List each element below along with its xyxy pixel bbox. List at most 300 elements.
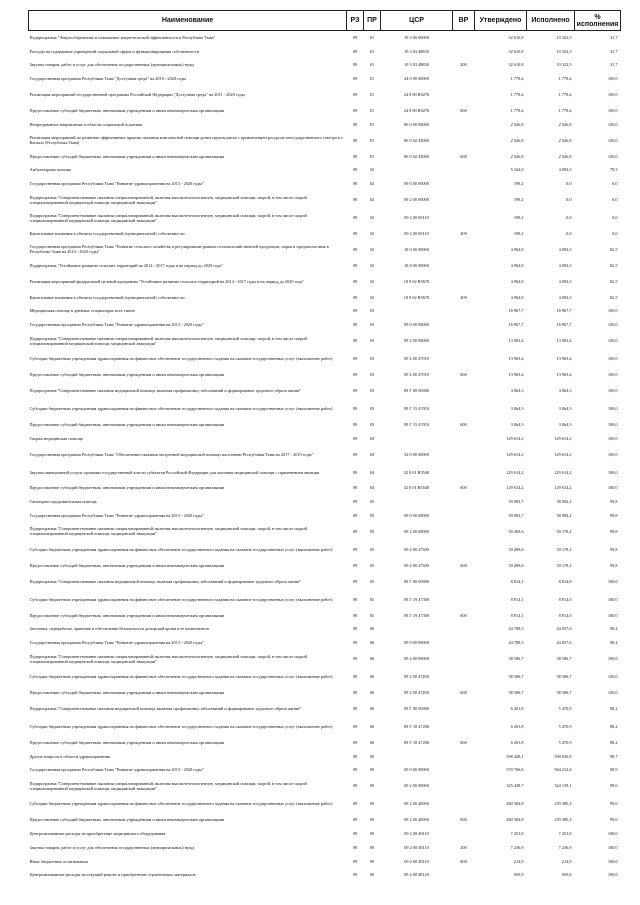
row-rz-cell: 09 (352, 562, 358, 568)
row-approved-cell: 3 064,3 (510, 387, 524, 393)
table-row (29, 686, 621, 700)
row-pr-cell: 05 (369, 596, 375, 602)
col-header-executed: Исполнено (527, 11, 575, 31)
row-name-cell: Предоставление субсидий бюджетным, автономным учреждениям и иным некоммерческим организациям (29, 421, 225, 427)
row-vr-cell (453, 463, 475, 481)
row-csr-cell: 09 Г 15 47010 (403, 405, 430, 411)
table-body (29, 31, 621, 882)
row-executed-cell: 8 814,0 (558, 612, 572, 618)
row-vr-cell (453, 590, 475, 608)
row-pr-cell: 05 (369, 546, 375, 552)
row-csr-cell: 09 2 00 48110 (404, 844, 429, 850)
row-approved-cell: 38 586,7 (508, 656, 524, 662)
col-header-approved: Утверждено (475, 11, 527, 31)
row-name-cell: Государственная программа Республики Тыва "Развитие сельского хозяйства и регулирование рынков сельскохозяйственной продукции, сырья и продовольствия в Республике Тыва на 2014 - 2020 годы" (29, 244, 329, 255)
row-vr-cell (453, 540, 475, 558)
row-pr-cell: 09 (369, 858, 375, 864)
row-pr-cell: 05 (369, 513, 375, 519)
row-rz-cell: 09 (352, 801, 358, 807)
row-csr-cell: 32 0 00 00000 (404, 451, 429, 457)
row-name-cell: Подпрограмма "Энергосбережение и повышение энергетической эффективности в Республике Тыва" (29, 35, 216, 41)
row-vr-cell (453, 318, 475, 332)
row-vr-cell (453, 272, 475, 290)
row-rz-cell: 09 (352, 92, 358, 98)
row-rz-cell: 09 (352, 513, 358, 519)
row-executed-cell: 324 139,1 (554, 783, 572, 789)
row-pr-cell: 09 (369, 783, 375, 789)
row-vr-cell: 400 (460, 294, 467, 300)
row-percent-cell: 99,8 (609, 562, 618, 568)
row-percent-cell: 31,7 (609, 48, 618, 54)
table-row (29, 86, 621, 104)
row-pr-cell: 01 (369, 121, 375, 127)
row-pr-cell: 03 (369, 338, 375, 344)
row-csr-cell: 09 Г 18 47200 (403, 739, 430, 745)
row-percent-cell: 100,0 (607, 469, 618, 475)
row-percent-cell: 99,6 (609, 817, 618, 823)
row-name-cell: Государственная программа Республики Тыва "Развитие здравоохранения на 2013 - 2020 годы" (29, 640, 204, 646)
row-name-cell: Подпрограмма "Совершенствование оказания специализированной, включая высокотехнологичную, медицинской помощи, скорой, в том числе скорой специализированной медицинской помощи, медицинской эвакуации" (29, 780, 307, 791)
row-name-cell: Подпрограмма "Совершенствование оказания специализированной, включая высокотехнологичную, медицинской помощи, скорой, в том числе скорой специализированной медицинской помощи, медицинской эвакуации" (29, 653, 307, 664)
row-rz-cell: 09 (352, 485, 358, 491)
row-rz-cell: 09 (352, 246, 358, 252)
row-rz-cell: 09 (352, 153, 358, 159)
row-pr-cell: 06 (369, 674, 375, 680)
row-name-cell: Централизованные расходы на текущий ремонт и приобретение строительных материалов (29, 872, 196, 878)
row-csr-cell: 86 0 00 00000 (404, 121, 429, 127)
row-percent-cell: 0,0 (612, 231, 618, 237)
row-approved-cell: 199,2 (513, 231, 524, 237)
table-row (29, 868, 621, 882)
table-row (29, 636, 621, 650)
row-percent-cell: 0,0 (612, 181, 618, 187)
row-executed-cell: 2 026,8 (558, 121, 572, 127)
row-percent-cell: 100,0 (607, 831, 618, 836)
row-csr-cell: 09 Г 19 47300 (403, 596, 430, 602)
row-csr-cell: 09 Г 00 00000 (403, 705, 430, 711)
row-pr-cell: 03 (369, 322, 375, 328)
row-approved-cell: 13 903,4 (508, 372, 524, 378)
row-rz-cell: 09 (352, 262, 358, 268)
row-csr-cell: 24 0 00 R0270 (403, 108, 430, 114)
row-pr-cell: 09 (369, 872, 375, 878)
row-executed-cell: 4 092,3 (558, 262, 572, 268)
row-vr-cell (453, 209, 475, 227)
table-row (29, 191, 621, 209)
row-vr-cell (453, 636, 475, 650)
row-vr-cell (453, 258, 475, 272)
row-rz-cell: 09 (352, 451, 358, 457)
row-csr-cell: 09 2 00 48110 (404, 831, 429, 836)
row-csr-cell: 32 0 01 R5540 (403, 469, 430, 475)
row-vr-cell (453, 191, 475, 209)
row-rz-cell: 09 (352, 421, 358, 427)
row-executed-cell: 38 586,7 (556, 690, 572, 696)
row-csr-cell: 09 2 00 00000 (404, 528, 429, 534)
row-rz-cell: 09 (352, 356, 358, 362)
row-csr-cell: 09 2 00 47200 (404, 674, 429, 680)
table-row (29, 622, 621, 636)
table-row (29, 104, 621, 118)
row-vr-cell: 600 (460, 372, 467, 378)
row-vr-cell (453, 522, 475, 540)
row-approved-cell: 44 788,5 (508, 640, 524, 646)
row-executed-cell: 259 380,3 (554, 801, 572, 807)
row-percent-cell: 0,0 (612, 215, 618, 221)
row-rz-cell: 09 (352, 231, 358, 237)
table-row (29, 131, 621, 149)
row-approved-cell: 4 962,8 (510, 262, 524, 268)
row-csr-cell (381, 749, 453, 763)
row-executed-cell: 4 092,3 (558, 294, 572, 300)
row-percent-cell: 88,2 (609, 739, 618, 745)
row-pr-cell: 03 (369, 405, 375, 411)
row-name-cell: Субсидии бюджетным учреждениям здравоохранения на финансовое обеспечение государственного задания на оказание государственных услуг (выполнение работ) (29, 356, 333, 362)
row-rz-cell: 09 (352, 705, 358, 711)
row-pr-cell: 02 (369, 294, 375, 300)
row-rz-cell: 09 (352, 844, 358, 850)
row-rz-cell: 09 (352, 469, 358, 475)
row-percent-cell: 100,0 (607, 485, 618, 491)
table-row (29, 445, 621, 463)
table-row (29, 272, 621, 290)
row-name-cell: Предоставление субсидий бюджетным, автономным учреждениям и иным некоммерческим организациям (29, 485, 225, 491)
table-row (29, 608, 621, 622)
table-row (29, 31, 621, 45)
table-row (29, 240, 621, 258)
row-rz-cell: 09 (352, 872, 358, 878)
row-approved-cell: 16 967,7 (508, 308, 524, 314)
row-pr-cell: 04 (369, 485, 375, 491)
row-rz-cell: 09 (352, 656, 358, 662)
row-pr-cell: 05 (369, 528, 375, 534)
row-name-cell: Скорая медицинская помощь (29, 435, 83, 441)
row-percent-cell: 100,0 (607, 690, 618, 696)
row-executed-cell: 259 380,3 (554, 817, 572, 823)
row-approved-cell: 50 269,6 (508, 528, 524, 534)
row-csr-cell: 19 3 03 48830 (404, 62, 429, 68)
row-name-cell: Реализация мероприятий по развитию эффективных практик оказания комплексной помощи детям группы риска с привлечением ресурсов негосударственного сектора в г. Кызыле (Республика Тыва) (29, 135, 344, 146)
row-vr-cell (453, 777, 475, 795)
row-executed-cell: 10 322,5 (556, 62, 572, 68)
table-row (29, 290, 621, 304)
row-percent-cell: 100,0 (607, 356, 618, 362)
row-pr-cell: 03 (369, 356, 375, 362)
row-executed-cell: 0,0 (566, 181, 572, 187)
row-approved-cell: 13 903,4 (508, 356, 524, 362)
row-approved-cell: 13 903,4 (508, 338, 524, 344)
row-name-cell: Субсидии бюджетным учреждениям здравоохранения на финансовое обеспечение государственного задания на оказание государственных услуг (выполнение работ) (29, 596, 333, 602)
row-rz-cell: 09 (352, 76, 358, 82)
row-vr-cell (453, 763, 475, 777)
row-pr-cell: 01 (369, 48, 375, 54)
row-executed-cell: 44 057,6 (556, 626, 572, 632)
row-csr-cell: 09 2 00 47200 (404, 690, 429, 696)
row-vr-cell (453, 572, 475, 590)
row-percent-cell: 79,3 (609, 167, 618, 173)
row-pr-cell: 09 (369, 801, 375, 807)
row-rz-cell: 09 (352, 278, 358, 284)
row-csr-cell: 09 2 00 00000 (404, 338, 429, 344)
row-csr-cell: 09 2 00 00110 (404, 231, 429, 237)
row-percent-cell: 100,0 (607, 844, 618, 850)
row-csr-cell: 09 Г 00 00000 (403, 578, 430, 584)
row-executed-cell: 2 026,8 (558, 137, 572, 143)
row-rz-cell: 09 (352, 387, 358, 393)
row-vr-cell (453, 445, 475, 463)
row-approved-cell: 32 610,8 (508, 48, 524, 54)
row-executed-cell: 50 178,2 (556, 562, 572, 568)
row-percent-cell: 82,5 (609, 278, 618, 284)
row-percent-cell: 100,0 (607, 421, 618, 427)
row-percent-cell: 99,8 (609, 528, 618, 534)
row-csr-cell: 18 8 00 00000 (404, 262, 429, 268)
table-row (29, 368, 621, 382)
row-pr-cell: 01 (369, 108, 375, 114)
row-csr-cell: 09 0 00 00000 (404, 513, 429, 519)
row-percent-cell: 100,0 (607, 322, 618, 328)
row-approved-cell: 8 814,1 (510, 596, 524, 602)
row-vr-cell (453, 699, 475, 717)
row-pr-cell: 04 (369, 469, 375, 475)
row-percent-cell: 100,0 (607, 153, 618, 159)
row-executed-cell: 1 778,4 (558, 76, 572, 82)
row-percent-cell: 100,0 (607, 308, 618, 314)
table-row (29, 431, 621, 445)
table-row (29, 717, 621, 735)
row-percent-cell: 82,5 (609, 246, 618, 252)
row-pr-cell: 04 (369, 451, 375, 457)
row-approved-cell: 2 026,8 (510, 121, 524, 127)
row-rz-cell: 09 (352, 108, 358, 114)
row-csr-cell: 09 2 00 00000 (404, 197, 429, 203)
row-rz-cell: 09 (352, 48, 358, 54)
row-approved-cell: 59 083,7 (508, 513, 524, 519)
row-vr-cell: 200 (460, 844, 467, 850)
row-pr-cell: 01 (369, 92, 375, 98)
row-csr-cell: 32 0 01 R5540 (403, 485, 430, 491)
row-executed-cell: 5 470,9 (558, 705, 572, 711)
row-name-cell: Государственная программа Республики Тыва "Доступная среда" на 2016 - 2020 годы (29, 76, 186, 82)
row-name-cell: Амбулаторная помощь (29, 167, 72, 173)
row-approved-cell: 7 236,9 (510, 844, 524, 850)
row-approved-cell: 199,2 (513, 197, 524, 203)
table-row (29, 827, 621, 841)
row-vr-cell (453, 44, 475, 58)
row-approved-cell: 6 201,8 (510, 705, 524, 711)
document-page (28, 10, 620, 882)
row-percent-cell: 100,0 (607, 451, 618, 457)
row-csr-cell: 09 0 00 00000 (404, 767, 429, 773)
row-csr-cell: 19 3 03 48830 (404, 48, 429, 54)
row-approved-cell: 44 788,5 (508, 626, 524, 632)
row-executed-cell: 13 903,4 (556, 338, 572, 344)
row-pr-cell: 02 (369, 215, 375, 221)
row-name-cell: Государственная программа Республики Тыва "Развитие здравоохранения на 2013 - 2020 годы" (29, 181, 204, 187)
row-approved-cell: 5 162,0 (510, 167, 524, 173)
row-csr-cell: 24 0 00 00000 (404, 76, 429, 82)
table-row (29, 149, 621, 163)
row-approved-cell: 598 428,1 (506, 753, 524, 759)
row-pr-cell: 01 (369, 62, 375, 68)
row-name-cell: Субсидии бюджетным учреждениям здравоохранения на финансовое обеспечение государственного задания на оказание государственных услуг (выполнение работ) (29, 674, 333, 680)
table-row (29, 777, 621, 795)
row-rz-cell: 09 (352, 372, 358, 378)
row-rz-cell: 09 (352, 831, 358, 836)
row-executed-cell: 8 814,0 (558, 596, 572, 602)
row-executed-cell: 58 992,2 (556, 513, 572, 519)
row-name-cell: Субсидии бюджетным учреждениям здравоохранения на финансовое обеспечение государственного задания на оказание государственных услуг (выполнение работ) (29, 405, 333, 411)
row-csr-cell: 09 2 00 47010 (404, 356, 429, 362)
row-csr-cell: 09 2 00 48110 (404, 858, 429, 864)
row-name-cell: Предоставление субсидий бюджетным, автономным учреждениям и иным некоммерческим организациям (29, 153, 225, 159)
row-pr-cell: 03 (369, 421, 375, 427)
row-approved-cell: 6 201,8 (510, 723, 524, 729)
row-percent-cell: 100,0 (607, 674, 618, 680)
row-executed-cell: 7 236,9 (558, 844, 572, 850)
table-row (29, 72, 621, 86)
row-pr-cell: 09 (369, 817, 375, 823)
row-pr-cell: 02 (369, 262, 375, 268)
row-name-cell: Реализация мероприятий государственной программы Российской Федерации "Доступная среда" на 2011 - 2020 годы (29, 92, 245, 98)
row-name-cell: Закупка товаров, работ и услуг для обеспечения государственных (муниципальных) нужд (29, 62, 195, 68)
row-executed-cell: 3 064,3 (558, 405, 572, 411)
row-rz-cell: 09 (352, 817, 358, 823)
table-row (29, 650, 621, 668)
row-executed-cell: 129 614,2 (554, 435, 572, 441)
row-rz-cell: 09 (352, 528, 358, 534)
row-vr-cell (453, 381, 475, 399)
row-vr-cell (453, 495, 475, 509)
row-csr-cell: 18 0 00 00000 (404, 246, 429, 252)
row-executed-cell: 44 057,6 (556, 640, 572, 646)
row-executed-cell: 564 212,4 (554, 767, 572, 773)
row-rz-cell: 09 (352, 137, 358, 143)
row-executed-cell: 1 778,4 (558, 108, 572, 114)
col-header-name: Наименование (29, 11, 347, 31)
row-approved-cell: 38 586,7 (508, 690, 524, 696)
row-name-cell: Расходы на содержание учреждений социальной сферы и функционирования собственности (29, 48, 200, 54)
row-csr-cell: 09 Г 00 00000 (403, 387, 430, 393)
row-vr-cell: 200 (460, 62, 467, 68)
row-percent-cell: 100,0 (607, 92, 618, 98)
row-csr-cell (381, 431, 453, 445)
row-vr-cell (453, 622, 475, 636)
row-executed-cell: 4 092,3 (558, 278, 572, 284)
row-percent-cell: 100,0 (607, 137, 618, 143)
row-executed-cell: 0,0 (566, 215, 572, 221)
row-percent-cell: 98,4 (609, 626, 618, 632)
row-percent-cell: 100,0 (607, 596, 618, 602)
row-vr-cell (453, 650, 475, 668)
table-row (29, 304, 621, 318)
row-vr-cell (453, 177, 475, 191)
row-rz-cell: 09 (352, 767, 358, 773)
row-percent-cell: 100,0 (607, 872, 618, 878)
row-percent-cell: 100,0 (607, 578, 618, 584)
col-header-pr: ПР (364, 11, 381, 31)
row-percent-cell: 100,0 (607, 121, 618, 127)
row-vr-cell (453, 31, 475, 45)
row-vr-cell (453, 350, 475, 368)
table-row (29, 209, 621, 227)
row-csr-cell: 18 8 02 R5670 (403, 278, 430, 284)
row-vr-cell (453, 717, 475, 735)
row-rz-cell: 09 (352, 640, 358, 646)
row-approved-cell: 6 201,8 (510, 739, 524, 745)
row-percent-cell: 31,7 (609, 62, 618, 68)
row-rz-cell: 09 (352, 62, 358, 68)
row-name-cell: Капитальные вложения в объекты государственной (муниципальной) собственности (29, 231, 185, 237)
row-vr-cell (453, 399, 475, 417)
row-csr-cell: 09 0 00 00000 (404, 640, 429, 646)
row-percent-cell: 100,0 (607, 612, 618, 618)
row-approved-cell: 4 962,8 (510, 278, 524, 284)
row-pr-cell: 02 (369, 278, 375, 284)
row-name-cell: Подпрограмма "Совершенствование оказания специализированной, включая высокотехнологичную, медицинской помощи, скорой, в том числе скорой специализированной медицинской помощи, медицинской эвакуации" (29, 335, 307, 346)
row-pr-cell: 09 (369, 844, 375, 850)
row-percent-cell: 99,8 (609, 546, 618, 552)
row-name-cell: Субсидии бюджетным учреждениям здравоохранения на финансовое обеспечение государственного задания на оказание государственных услуг (выполнение работ) (29, 546, 333, 552)
row-name-cell: Закупка товаров, работ и услуг для обеспечения государственных (муниципальных) нужд (29, 844, 195, 850)
row-approved-cell: 4 962,8 (510, 246, 524, 252)
row-percent-cell: 99,6 (609, 801, 618, 807)
row-vr-cell: 800 (460, 858, 467, 864)
row-name-cell: Предоставление субсидий бюджетным, автономным учреждениям и иным некоммерческим организациям (29, 562, 225, 568)
row-vr-cell: 600 (460, 562, 467, 568)
row-rz-cell: 09 (352, 197, 358, 203)
table-row (29, 258, 621, 272)
row-vr-cell: 600 (460, 485, 467, 491)
row-csr-cell: 18 8 02 R5670 (403, 294, 430, 300)
row-executed-cell: 3 064,3 (558, 421, 572, 427)
row-pr-cell: 05 (369, 499, 375, 505)
row-executed-cell: 950,0 (561, 872, 572, 878)
row-rz-cell: 09 (352, 322, 358, 328)
row-percent-cell: 31,7 (609, 35, 618, 41)
row-pr-cell: 03 (369, 387, 375, 393)
table-row (29, 58, 621, 72)
row-name-cell: Подпрограмма "Совершенствование оказания специализированной, включая высокотехнологичную, медицинской помощи, скорой, в том числе скорой специализированной медицинской помощи, медицинской эвакуации" (29, 194, 307, 205)
row-name-cell: Предоставление субсидий бюджетным, автономным учреждениям и иным некоммерческим организациям (29, 612, 225, 618)
row-executed-cell: 129 614,2 (554, 485, 572, 491)
row-executed-cell: 50 178,2 (556, 528, 572, 534)
row-executed-cell: 5 470,9 (558, 723, 572, 729)
row-rz-cell: 09 (352, 35, 358, 41)
row-percent-cell: 100,0 (607, 108, 618, 114)
row-pr-cell: 06 (369, 739, 375, 745)
row-csr-cell: 09 0 00 00000 (404, 181, 429, 187)
row-vr-cell (453, 431, 475, 445)
row-rz-cell: 09 (352, 626, 358, 632)
row-approved-cell: 1 778,4 (510, 108, 524, 114)
table-header-row (29, 11, 621, 31)
row-approved-cell: 325 438,7 (506, 783, 524, 789)
row-name-cell: Санаторно-оздоровительная помощь (29, 499, 97, 505)
row-rz-cell: 09 (352, 783, 358, 789)
row-percent-cell: 100,0 (607, 656, 618, 662)
row-executed-cell: 129 614,2 (554, 451, 572, 457)
row-vr-cell: 600 (460, 612, 467, 618)
row-name-cell: Предоставление субсидий бюджетным, автономным учреждениям и иным некоммерческим организациям (29, 372, 225, 378)
row-percent-cell: 100,0 (607, 405, 618, 411)
row-rz-cell: 09 (352, 674, 358, 680)
row-pr-cell: 03 (369, 372, 375, 378)
row-csr-cell: 09 2 00 46900 (404, 801, 429, 807)
row-percent-cell: 88,2 (609, 723, 618, 729)
row-vr-cell (453, 827, 475, 841)
row-percent-cell: 100,0 (607, 387, 618, 393)
